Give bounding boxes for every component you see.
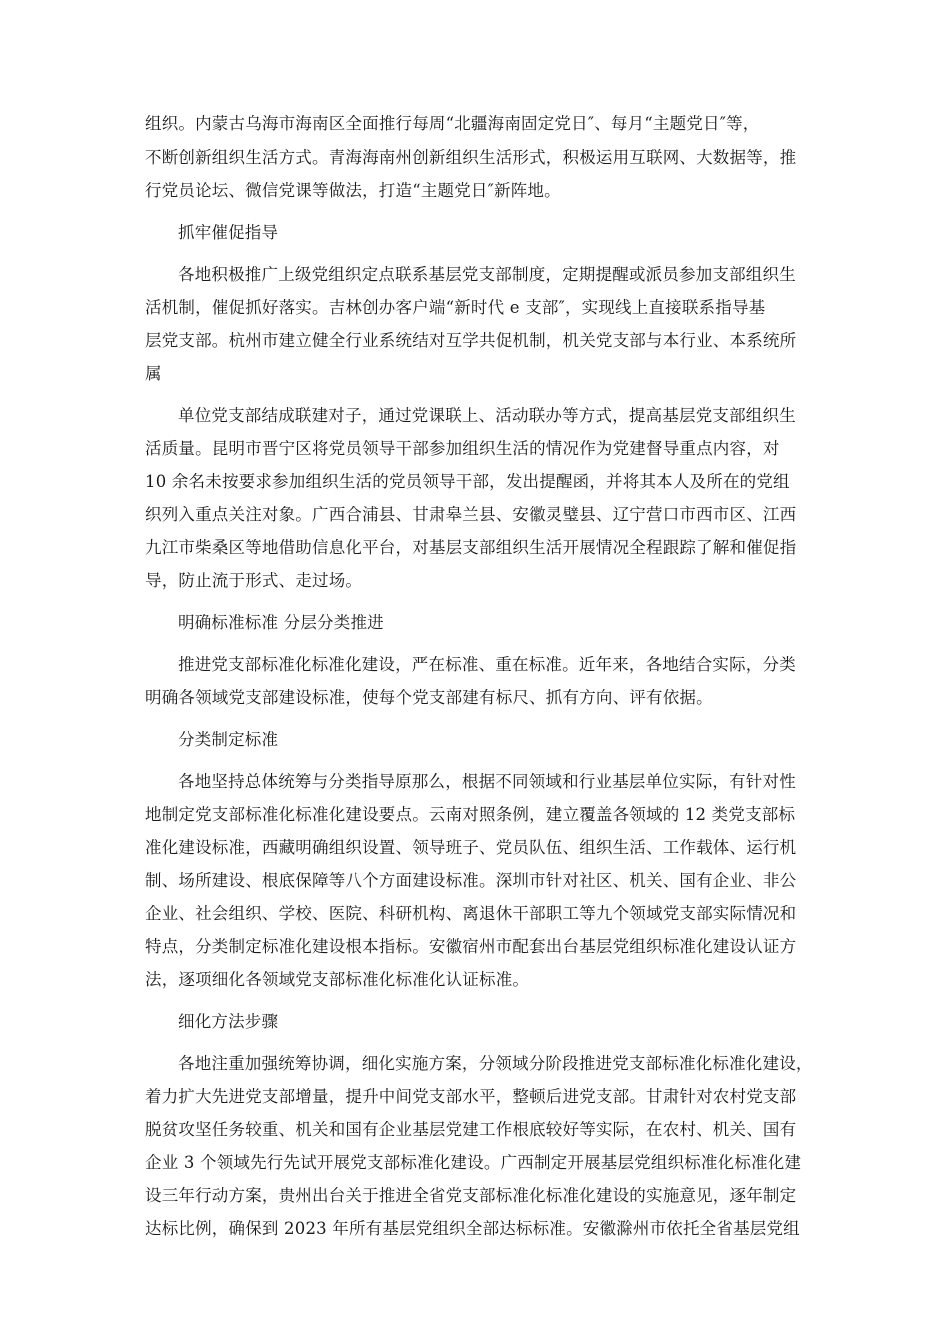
paragraph-line: 明确各领域党支部建设标准，使每个党支部建有标尺、抓有方向、评有依据。 bbox=[145, 688, 713, 707]
paragraph-line: 企业、社会组织、学校、医院、科研机构、离退休干部职工等九个领域党支部实际情况和 bbox=[145, 904, 797, 923]
paragraph-line: 10 余名未按要求参加组织生活的党员领导干部，发出提醒函，并将其本人及所在的党组 bbox=[145, 472, 790, 491]
paragraph-line: 活质量。昆明市晋宁区将党员领导干部参加组织生活的情况作为党建督导重点内容，对 bbox=[145, 439, 780, 458]
paragraph-line: 行党员论坛、微信党课等做法，打造“主题党日″新阵地。 bbox=[145, 181, 561, 200]
paragraph-line: 不断创新组织生活方式。青海海南州创新组织生活形式，积极运用互联网、大数据等，推 bbox=[145, 148, 797, 167]
section-heading: 明确标准标准 分层分类推进 bbox=[178, 613, 384, 632]
paragraph-line: 企业 3 个领域先行先试开展党支部标准化建设。广西制定开展基层党组织标准化标准化建 bbox=[145, 1153, 802, 1172]
section-heading: 分类制定标准 bbox=[178, 730, 279, 749]
paragraph-line: 单位党支部结成联建对子，通过党课联上、活动联办等方式，提高基层党支部组织生 bbox=[178, 406, 796, 425]
paragraph-line: 各地坚持总体统筹与分类指导原那么，根据不同领域和行业基层单位实际，有针对性 bbox=[178, 772, 796, 791]
paragraph-line: 九江市柴桑区等地借助信息化平台，对基层支部组织生活开展情况全程跟踪了解和催促指 bbox=[145, 538, 797, 557]
paragraph-line: 属 bbox=[145, 364, 162, 383]
section-heading: 细化方法步骤 bbox=[178, 1012, 279, 1031]
paragraph-line: 导，防止流于形式、走过场。 bbox=[145, 571, 363, 590]
paragraph-line: 活机制，催促抓好落实。吉林创办客户端“新时代 e 支部″，实现线上直接联系指导基 bbox=[145, 298, 766, 317]
section-heading: 抓牢催促指导 bbox=[178, 223, 279, 242]
paragraph-line: 各地注重加强统筹协调，细化实施方案，分领域分阶段推进党支部标准化标准化建设， bbox=[178, 1054, 813, 1073]
paragraph-line: 织列入重点关注对象。广西合浦县、甘肃皋兰县、安徽灵璧县、辽宁营口市西市区、江西 bbox=[145, 505, 797, 524]
paragraph-line: 达标比例，确保到 2023 年所有基层党组织全部达标标准。安徽滁州市依托全省基层党组 bbox=[145, 1219, 800, 1238]
paragraph-line: 组织。内蒙古乌海市海南区全面推行每周“北疆海南固定党日″、每月“主题党日″等， bbox=[145, 114, 760, 133]
paragraph-line: 特点，分类制定标准化建设根本指标。安徽宿州市配套出台基层党组织标准化建设认证方 bbox=[145, 937, 797, 956]
paragraph-line: 法，逐项细化各领域党支部标准化标准化认证标准。 bbox=[145, 970, 530, 989]
paragraph-line: 准化建设标准，西藏明确组织设置、领导班子、党员队伍、组织生活、工作载体、运行机 bbox=[145, 838, 797, 857]
paragraph-line: 着力扩大先进党支部增量，提升中间党支部水平，整顿后进党支部。甘肃针对农村党支部 bbox=[145, 1087, 797, 1106]
paragraph-line: 设三年行动方案，贵州出台关于推进全省党支部标准化标准化建设的实施意见，逐年制定 bbox=[145, 1186, 797, 1205]
paragraph-line: 层党支部。杭州市建立健全行业系统结对互学共促机制，机关党支部与本行业、本系统所 bbox=[145, 331, 797, 350]
paragraph-line: 脱贫攻坚任务较重、机关和国有企业基层党建工作根底较好等实际，在农村、机关、国有 bbox=[145, 1120, 797, 1139]
paragraph-line: 各地积极推广上级党组织定点联系基层党支部制度，定期提醒或派员参加支部组织生 bbox=[178, 265, 796, 284]
paragraph-line: 推进党支部标准化标准化建设，严在标准、重在标准。近年来，各地结合实际，分类 bbox=[178, 655, 796, 674]
paragraph-line: 地制定党支部标准化标准化建设要点。云南对照条例，建立覆盖各领域的 12 类党支部标 bbox=[145, 805, 796, 824]
paragraph-line: 制、场所建设、根底保障等八个方面建设标准。深圳市针对社区、机关、国有企业、非公 bbox=[145, 871, 797, 890]
